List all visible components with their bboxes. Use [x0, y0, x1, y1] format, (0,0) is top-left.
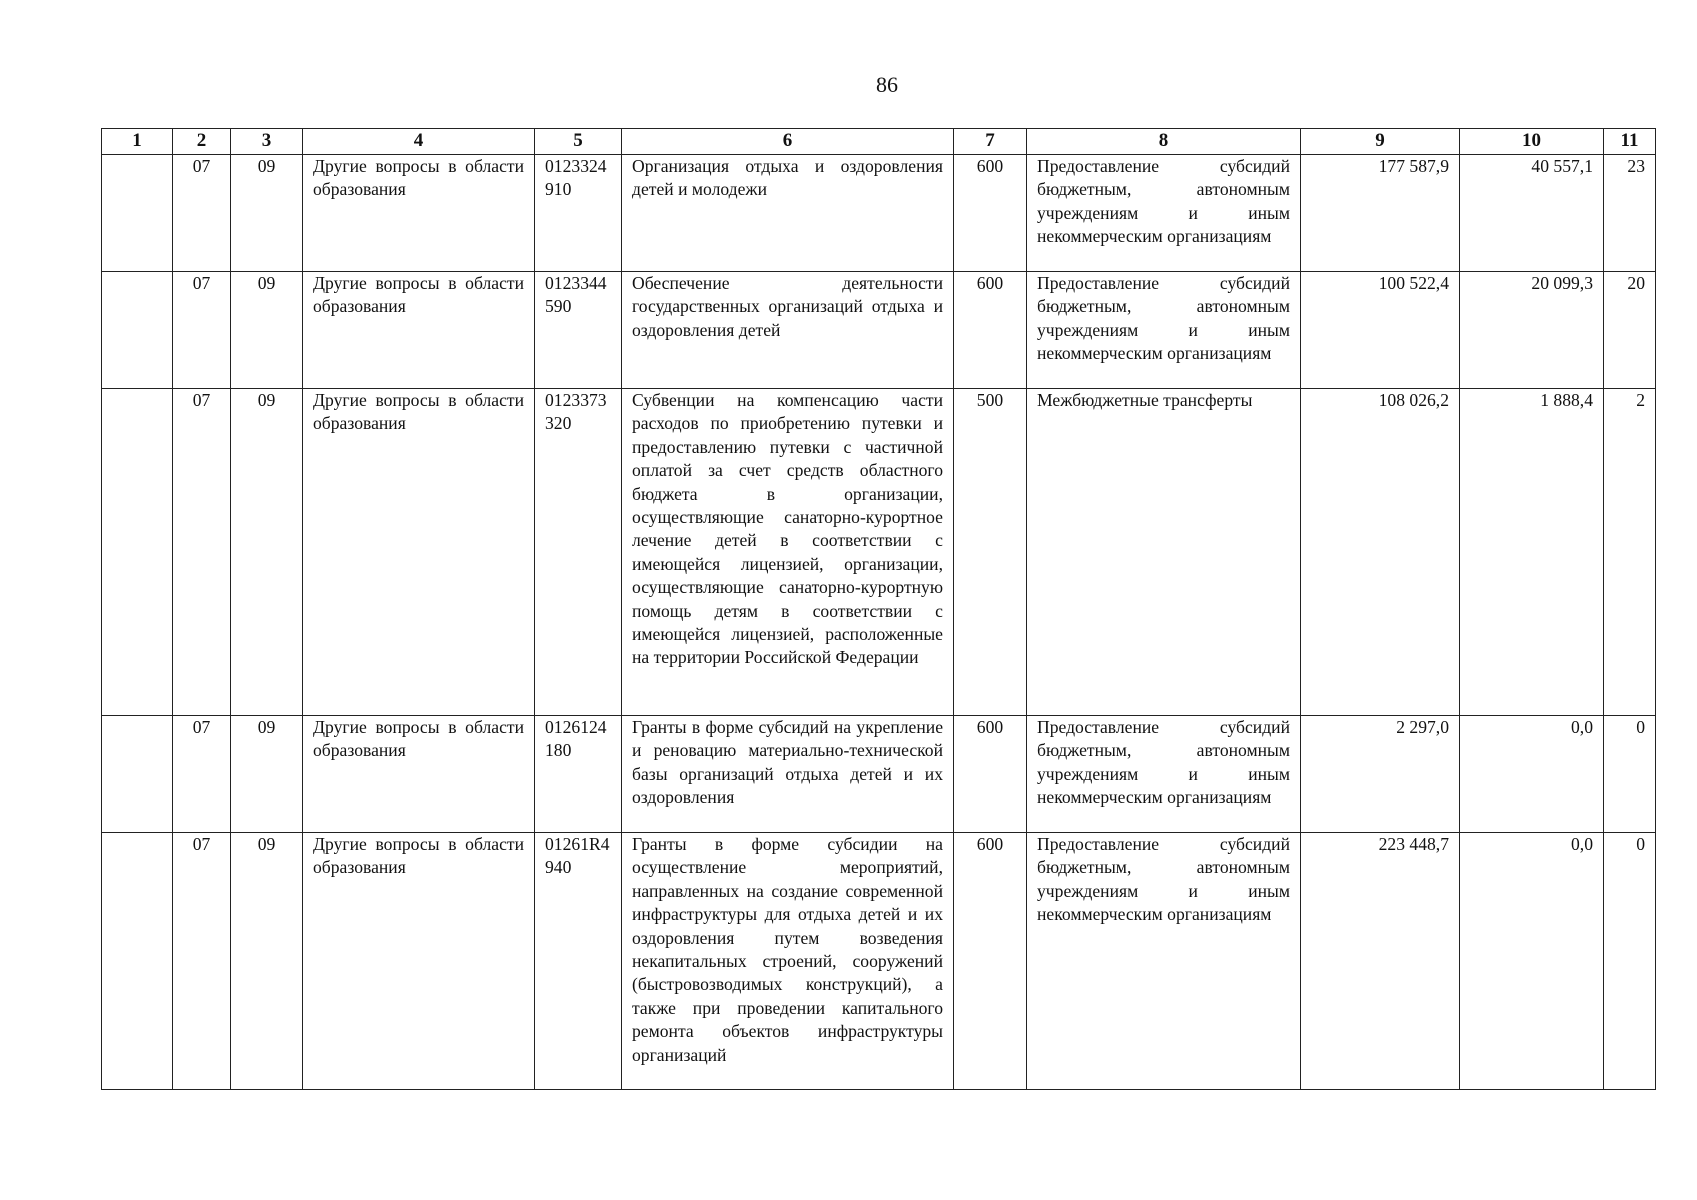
- table-row: [102, 716, 1656, 833]
- description-cell: Организация отдыха и оздоровления детей и молодежи: [622, 155, 954, 272]
- amount2-cell: 40 557,1: [1460, 155, 1604, 272]
- expense-type-cell: 600: [954, 155, 1027, 272]
- description-cell: Субвенции на компенсацию части расходов по приобретению путевки и предоставлению путевки с частичной оплатой за счет средств областного бюджета в организации, осуществляющие санаторно-курортное лечение детей в соответствии с имеющейся лицензией, организации, осуществляющие санаторно-курортную помощь детям в соответствии с имеющейся лицензией, расположенные на территории Российской Федерации: [622, 389, 954, 716]
- expense-name-cell: Предоставление субсидий бюджетным, автономным учреждениям и иным некоммерческим организациям: [1027, 833, 1301, 1090]
- amount-cell: 108 026,2: [1301, 389, 1460, 716]
- section-name-cell: Другие вопросы в области образования: [303, 389, 535, 716]
- amount2-cell: 0,0: [1460, 833, 1604, 1090]
- description-cell: Обеспечение деятельности государственных организаций отдыха и оздоровления детей: [622, 272, 954, 389]
- header-cell: 5: [535, 129, 622, 155]
- target-code-cell: 0123344590: [535, 272, 622, 389]
- row-number-cell: [102, 389, 173, 716]
- percent-cell: 2: [1604, 389, 1656, 716]
- subsection-cell: 09: [231, 389, 303, 716]
- expense-name-cell: Межбюджетные трансферты: [1027, 389, 1301, 716]
- section-cell: 07: [173, 155, 231, 272]
- section-cell: 07: [173, 272, 231, 389]
- section-cell: 07: [173, 716, 231, 833]
- percent-cell: 0: [1604, 716, 1656, 833]
- subsection-cell: 09: [231, 833, 303, 1090]
- section-name-cell: Другие вопросы в области образования: [303, 155, 535, 272]
- description-cell: Гранты в форме субсидий на укрепление и реновацию материально-технической базы организаций отдыха детей и их оздоровления: [622, 716, 954, 833]
- table-row: [102, 389, 1656, 716]
- table-row: [102, 272, 1656, 389]
- expense-type-cell: 600: [954, 833, 1027, 1090]
- header-cell: 6: [622, 129, 954, 155]
- page-number: 86: [876, 72, 898, 97]
- row-number-cell: [102, 716, 173, 833]
- header-row: [102, 129, 1656, 155]
- target-code-cell: 01261R4940: [535, 833, 622, 1090]
- amount2-cell: 20 099,3: [1460, 272, 1604, 389]
- table-row: [102, 833, 1656, 1090]
- expense-name-cell: Предоставление субсидий бюджетным, автономным учреждениям и иным некоммерческим организациям: [1027, 716, 1301, 833]
- target-code-cell: 0126124180: [535, 716, 622, 833]
- header-cell: 1: [102, 129, 173, 155]
- amount2-cell: 1 888,4: [1460, 389, 1604, 716]
- expense-name-cell: Предоставление субсидий бюджетным, автономным учреждениям и иным некоммерческим организациям: [1027, 155, 1301, 272]
- amount-cell: 100 522,4: [1301, 272, 1460, 389]
- section-name-cell: Другие вопросы в области образования: [303, 716, 535, 833]
- header-cell: 8: [1027, 129, 1301, 155]
- target-code-cell: 0123373320: [535, 389, 622, 716]
- header-cell: 7: [954, 129, 1027, 155]
- amount-cell: 177 587,9: [1301, 155, 1460, 272]
- header-cell: 4: [303, 129, 535, 155]
- header-cell: 2: [173, 129, 231, 155]
- expense-name-cell: Предоставление субсидий бюджетным, автономным учреждениям и иным некоммерческим организациям: [1027, 272, 1301, 389]
- subsection-cell: 09: [231, 272, 303, 389]
- section-cell: 07: [173, 833, 231, 1090]
- row-number-cell: [102, 155, 173, 272]
- expense-type-cell: 600: [954, 272, 1027, 389]
- section-name-cell: Другие вопросы в области образования: [303, 833, 535, 1090]
- section-name-cell: Другие вопросы в области образования: [303, 272, 535, 389]
- budget-table: [101, 128, 1656, 1090]
- header-cell: 3: [231, 129, 303, 155]
- target-code-cell: 0123324910: [535, 155, 622, 272]
- percent-cell: 20: [1604, 272, 1656, 389]
- percent-cell: 23: [1604, 155, 1656, 272]
- header-cell: 10: [1460, 129, 1604, 155]
- expense-type-cell: 600: [954, 716, 1027, 833]
- row-number-cell: [102, 272, 173, 389]
- expense-type-cell: 500: [954, 389, 1027, 716]
- amount-cell: 2 297,0: [1301, 716, 1460, 833]
- amount-cell: 223 448,7: [1301, 833, 1460, 1090]
- row-number-cell: [102, 833, 173, 1090]
- section-cell: 07: [173, 389, 231, 716]
- table-row: [102, 155, 1656, 272]
- subsection-cell: 09: [231, 716, 303, 833]
- description-cell: Гранты в форме субсидии на осуществление мероприятий, направленных на создание современной инфраструктуры для отдыха детей и их оздоровления путем возведения некапитальных строений, сооружений (быстровозводимых конструкций), а также при проведении капитального ремонта объектов инфраструктуры организаций: [622, 833, 954, 1090]
- header-cell: 9: [1301, 129, 1460, 155]
- subsection-cell: 09: [231, 155, 303, 272]
- amount2-cell: 0,0: [1460, 716, 1604, 833]
- percent-cell: 0: [1604, 833, 1656, 1090]
- header-cell: 11: [1604, 129, 1656, 155]
